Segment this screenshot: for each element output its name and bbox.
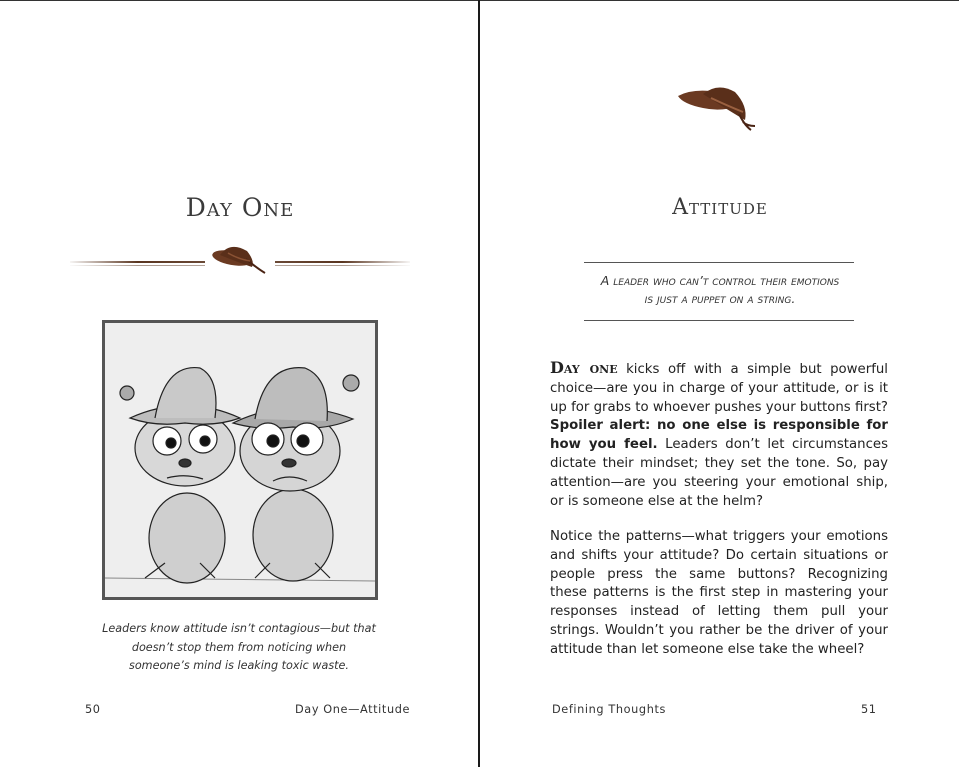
quote-top-rule <box>584 262 854 263</box>
quote-bottom-rule <box>584 320 854 321</box>
para1-text-b: Leaders don’t let circumstances dictate their mindset; they set the tone. So, pay attention—are you steering your emotional ship, or is someone else at the helm? <box>550 437 889 509</box>
left-page <box>0 0 478 767</box>
hat-icon <box>211 247 265 273</box>
lead-in: Day one <box>550 358 618 377</box>
right-page <box>480 0 959 767</box>
running-head: Day One—Attitude <box>295 703 411 716</box>
para1-bold-text: Spoiler alert: no one else is responsible for how you feel. <box>550 418 888 453</box>
pull-quote-line-2: is just a puppet on a string. <box>644 291 796 306</box>
hat-icon <box>673 82 763 138</box>
body-paragraph-1 <box>550 359 888 511</box>
cats-illustration <box>102 320 378 600</box>
running-head: Defining Thoughts <box>552 703 666 716</box>
page-number: 51 <box>861 703 877 716</box>
page-number: 50 <box>85 703 101 716</box>
hat-divider-ornament <box>70 243 410 283</box>
body-paragraph-2: Notice the patterns—what triggers your emotions and shifts your attitude? Do certain situations or people press the same buttons? Recognizing these patterns is the first step in mastering your responses instead of letting them pull your strings. Wouldn’t you rather be the driver of your attitude than let someone else take the wheel? <box>550 529 888 657</box>
chapter-heading: Day One <box>185 193 295 222</box>
image-caption: Leaders know attitude isn’t contagious—but that doesn’t stop them from noticing when someone’s mind is leaking toxic waste. <box>102 622 376 672</box>
chapter-title: Attitude <box>672 195 768 220</box>
sketch-cats-image <box>105 323 375 597</box>
pull-quote-line-1: A leader who can’t control their emotions <box>600 273 840 288</box>
para1-text-a: kicks off with a simple but powerful choice—are you in charge of your attitude, or is it up for grabs to whoever pushes your buttons first? <box>550 362 888 415</box>
pull-quote <box>570 272 870 308</box>
